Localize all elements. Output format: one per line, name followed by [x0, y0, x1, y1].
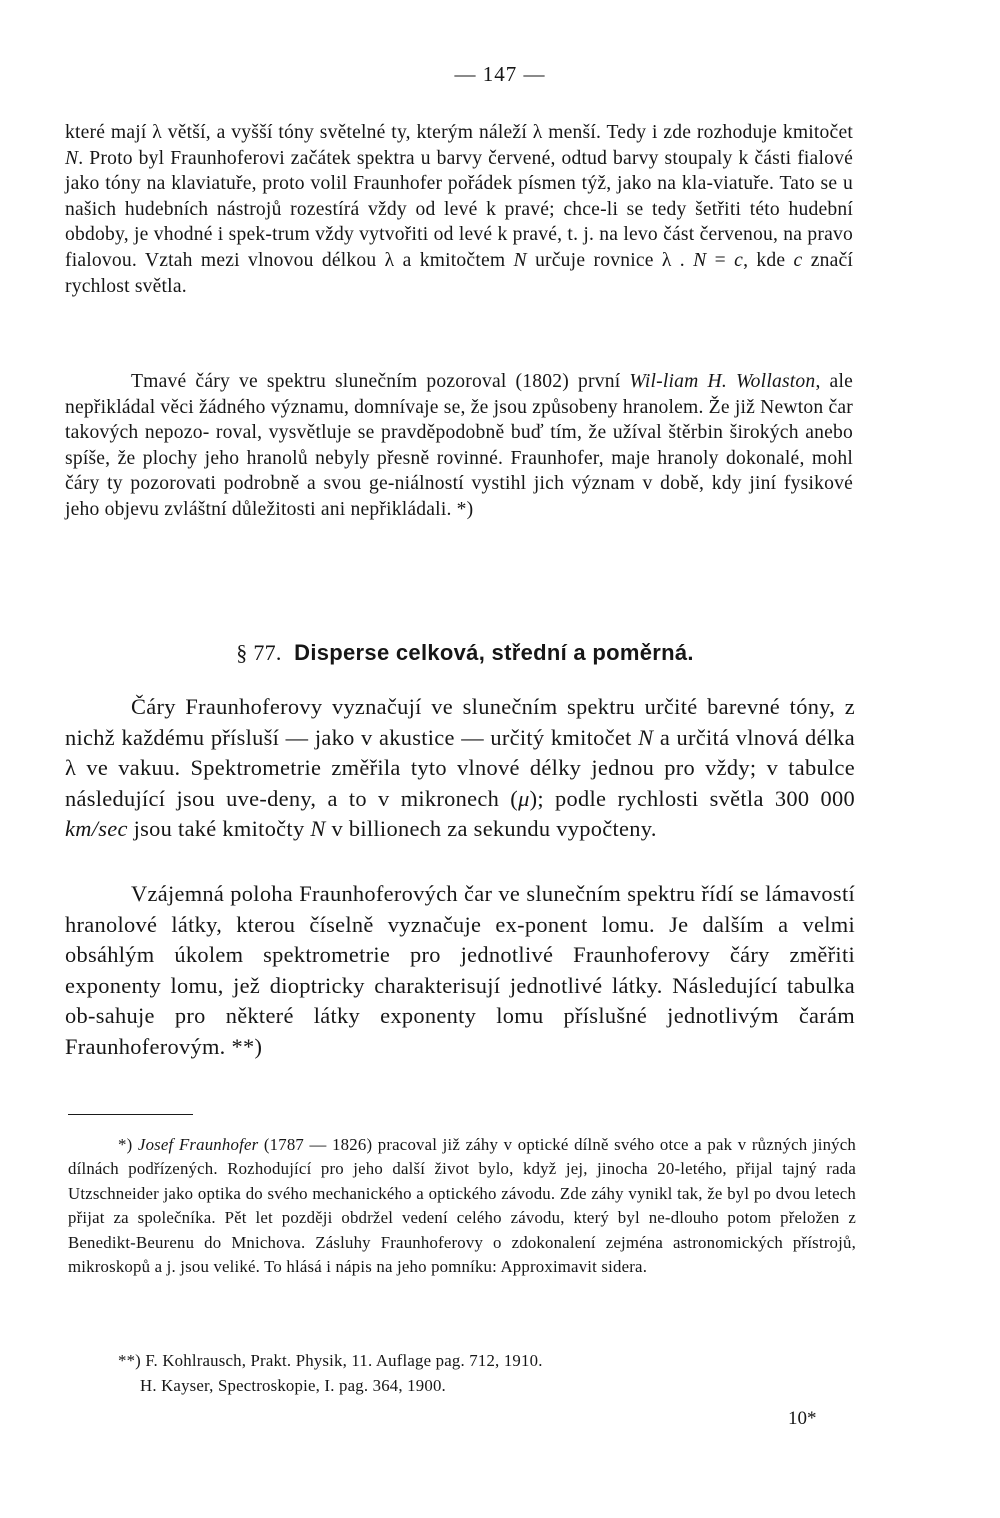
text-line: mechanického a optického závodu. Zde záhy vynikl tak, že byl po dvou letech: [312, 1183, 856, 1203]
footnote-2: [118, 1349, 858, 1373]
text-line: **) F. Kohlrausch, Prakt. Physik, 11. Auflage pag. 712, 1910.: [118, 1351, 543, 1370]
variable: N: [693, 249, 707, 271]
text-line: značí rychlost světla.: [65, 249, 854, 297]
variable: N: [310, 816, 326, 842]
text-line: o zdokonalení zejména astronomických přístrojů, mikroskopů a j. jsou veliké.: [68, 1232, 856, 1277]
section-number: § 77.: [236, 640, 282, 665]
text-line: To hlásá i nápis na jeho pomníku: Approximavit sidera.: [264, 1257, 648, 1277]
text-line: dlouho potom přeložen z Benedikt-Beurenu do Mnichova. Zásluhy Fraunhoferovy: [68, 1208, 856, 1252]
text-line: viatuře. Tato se u našich hudebních nástrojů rozestírá vždy od levé: [65, 173, 853, 220]
person-name: Wil-: [629, 371, 663, 392]
text-line: otce a pak v různých jiných dílnách podřízených. Rozhodující pro jeho další život: [68, 1135, 856, 1179]
variable: N: [513, 249, 527, 271]
text-line: pravo fialovou. Vztah mezi vlnovou délkou λ a kmitočtem: [65, 224, 853, 271]
text-line: se, že jsou způsobeny hranolem. Že již Newton čar takových nepozo-: [65, 396, 853, 444]
person-name: liam H. Wollaston: [662, 371, 816, 392]
footnote-divider: [68, 1114, 193, 1115]
text-line: řídí se lámavostí hranolové látky, kterou číselně vyznačuje ex-: [65, 881, 855, 937]
text-line: u barvy červené, odtud barvy stoupaly k části fialové jako tóny na: [65, 147, 853, 195]
section-title: Disperse celková, střední a poměrná.: [294, 640, 694, 665]
variable: N: [638, 724, 654, 750]
text-line: sahuje pro některé látky exponenty lomu příslušné jednotlivým: [95, 1003, 779, 1029]
text-line: pro jednotlivé Fraunhoferovy čáry změřiti exponenty lomu, jež: [65, 942, 855, 998]
text-line: čarám Fraunhoferovým. **): [65, 1003, 855, 1059]
text-line: i zde rozhoduje kmitočet: [651, 122, 853, 143]
text-line: =: [706, 249, 735, 271]
footnote-1: [68, 1133, 856, 1279]
text-line: trum vždy vytvořiti od levé k pravé, t. j. na levo část červenou, na: [272, 224, 803, 246]
unit-symbol: μ: [518, 785, 530, 811]
text-line: niálností vystihl jich význam v době, kdy jiní fysikové jeho objevu: [65, 473, 853, 520]
text-line: jsou také kmitočty: [133, 816, 311, 842]
section-heading: [0, 640, 930, 666]
variable: c: [734, 249, 744, 271]
printer-signature: 10*: [788, 1408, 817, 1429]
text-line: k pravé; chce-li se tedy šetřiti této hudební obdoby, je vhodné i spek-: [65, 198, 853, 246]
text-line: a určitá vlnová délka λ ve vakuu. Spektrometrie změřila: [65, 724, 855, 781]
text-line: přijat za společníka. Pět let později obdržel vedení celého závodu, který byl ne-: [68, 1208, 671, 1228]
paragraph-1: [65, 120, 853, 299]
paragraph-4: [65, 879, 855, 1063]
variable: N: [65, 147, 79, 169]
text-line: které mají λ větší, a vyšší tóny světelné ty, kterým náleží λ menší. Tedy: [65, 122, 647, 143]
page-number: — 147 —: [454, 62, 546, 86]
text-line: klaviatuře, proto volil Fraunhofer pořádek písmen týž, jako na kla-: [171, 173, 714, 195]
unit: km/sec: [65, 816, 128, 842]
text-line: ponent lomu. Je dalším a velmi obsáhlým úkolem spektrometrie: [65, 911, 856, 968]
text-line: rovnice λ .: [593, 249, 694, 271]
text-line: . Proto byl Fraunhoferovi začátek spektra: [78, 147, 415, 169]
text-line: Čáry Fraunhoferovy vyznačují ve slunečním spektru určité: [131, 694, 698, 719]
text-line: , ale nepřikládal věci žádného významu, domnívaje: [65, 371, 853, 418]
text-line: barevné tóny, z nichž každému přísluší — jako v akustice — určitý: [65, 694, 855, 750]
person-name: Josef Fraunhofer: [137, 1135, 259, 1154]
text-line: H. Kayser, Spectroskopie, I. pag. 364, 1900.: [140, 1376, 446, 1395]
text-line: (1787 — 1826) pracoval již záhy v optické dílně svého: [258, 1135, 655, 1154]
text-line: ); podle rychlosti světla 300 000: [529, 785, 855, 811]
paragraph-2: [65, 369, 853, 523]
text-line: tyto vlnové délky jednou pro vždy; v tabulce následující jsou uve-: [65, 755, 855, 811]
text-line: kmitočet: [550, 724, 639, 750]
text-line: určuje: [526, 249, 586, 271]
text-line: v billionech za sekundu vypočteny.: [325, 816, 657, 842]
text-line: deny, a to v mikronech (: [267, 785, 519, 811]
text-line: Vzájemná poloha Fraunhoferových čar ve slunečním spektru: [131, 881, 696, 906]
text-line: roval, vysvětluje se pravděpodobně buď tím, že užíval štěrbin širokých: [215, 422, 799, 444]
text-line: anebo spíše, že plochy jeho hranolů nebyly přesně rovinné. Fraunhofer,: [65, 422, 853, 469]
footnote-mark: *): [118, 1135, 138, 1154]
text-line: zvláštní důležitosti ani nepřikládali. *): [164, 498, 474, 520]
variable: c: [793, 249, 803, 271]
text-line: , kde: [743, 249, 794, 271]
text-line: bylo, když jej, jinocha 20-letého, přijal tajný rada Utzschneider jako optika do svého: [68, 1159, 856, 1203]
paragraph-3: [65, 692, 855, 845]
text-line: maje hranoly dokonalé, mohl čáry ty pozorovati podrobně a svou ge-: [65, 447, 853, 495]
text-line: dioptricky charakterisují jednotlivé látky. Následující tabulka ob-: [65, 972, 855, 1029]
text-line: Tmavé čáry ve spektru slunečním pozoroval (1802) první: [131, 371, 630, 392]
footnote-2-continued: [140, 1374, 840, 1398]
